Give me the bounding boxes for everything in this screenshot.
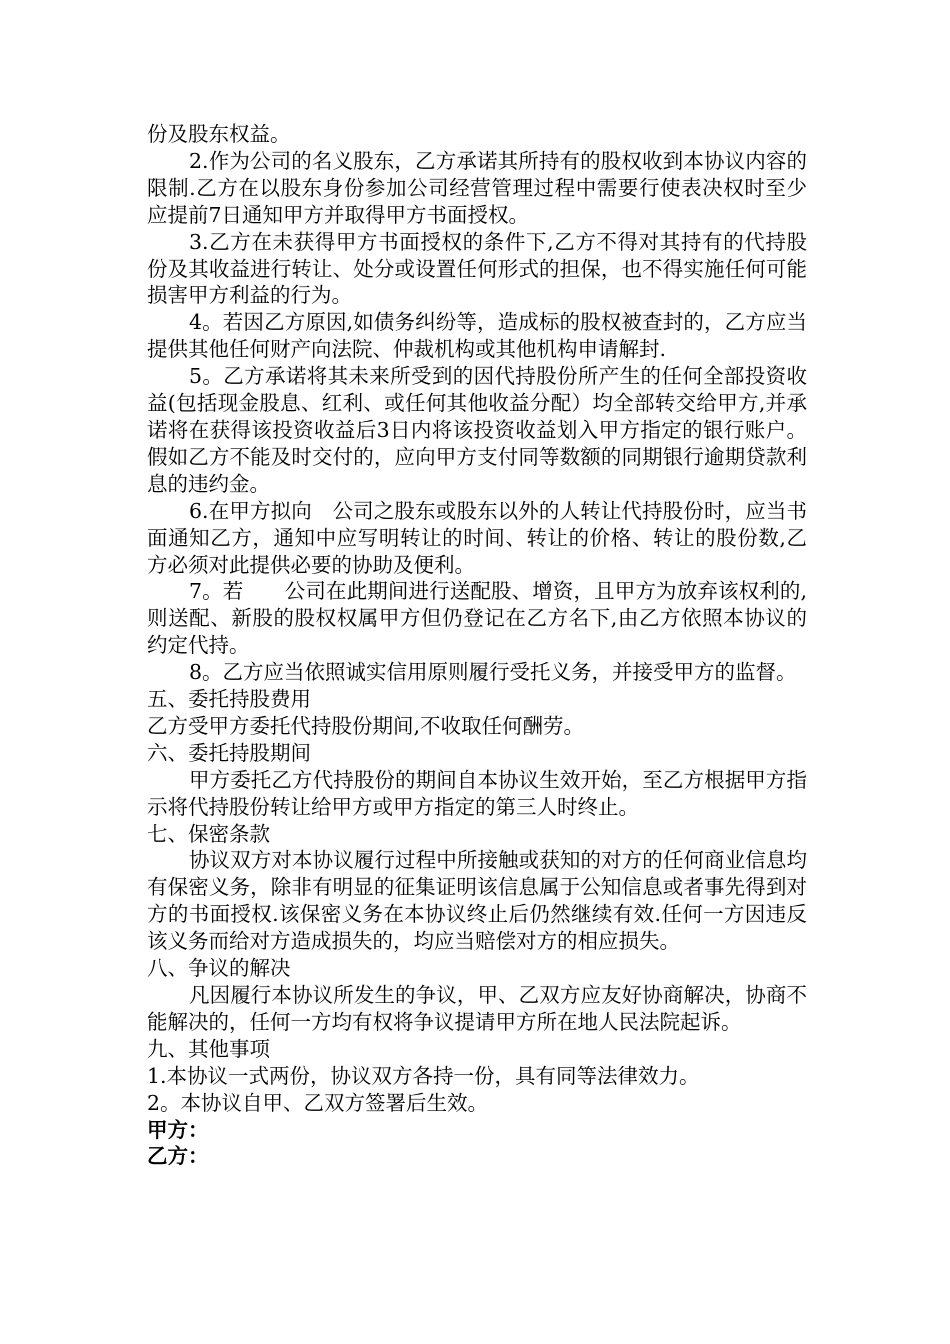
section-body-confidentiality: 协议双方对本协议履行过程中所接触或获知的对方的任何商业信息均有保密义务，除非有明显的征集证明该信息属于公知信息或者事先得到对方的书面授权.该保密义务在本协议终止后仍然继续有效.任何一方因违反该义务而给对方造成损失的，均应当赔偿对方的相应损失。: [147, 848, 807, 954]
other-item-1: 1.本协议一式两份，协议双方各持一份，具有同等法律效力。: [147, 1063, 700, 1088]
signature-party-b: 乙方：: [147, 1144, 209, 1169]
section-heading-fees: 五、委托持股费用: [147, 687, 311, 712]
section-body-disputes: 凡因履行本协议所发生的争议，甲、乙双方应友好协商解决，协商不能解决的，任何一方均有权将争议提请甲方所在地人民法院起诉。: [147, 983, 807, 1034]
other-item-2: 2。本协议自甲、乙双方签署后生效。: [147, 1090, 489, 1115]
section-body-period: 甲方委托乙方代持股份的期间自本协议生效开始，至乙方根据甲方指示将代持股份转让给甲方或甲方指定的第三人时终止。: [147, 767, 807, 819]
clause-4: 4。若因乙方原因,如债务纠纷等，造成标的股权被查封的，乙方应当提供其他任何财产向法院、仲裁机构或其他机构申请解封.: [147, 310, 807, 362]
clause-3: 3.乙方在未获得甲方书面授权的条件下,乙方不得对其持有的代持股份及其收益进行转让、处分或设置任何形式的担保，也不得实施任何可能损害甲方利益的行为。: [147, 229, 807, 308]
document-body: [147, 121, 807, 1170]
section-heading-other: 九、其他事项: [147, 1036, 270, 1061]
section-body-fees: 乙方受甲方委托代持股份期间,不收取任何酬劳。: [147, 713, 585, 738]
clause-7: 7。若 公司在此期间进行送配股、增资，且甲方为放弃该权利的,则送配、新股的股权权属甲方但仍登记在乙方名下,由乙方依照本协议的约定代持。: [147, 579, 807, 658]
clause-8: 8。乙方应当依照诚实信用原则履行受托义务，并接受甲方的监督。: [189, 660, 797, 685]
section-heading-confidentiality: 七、保密条款: [147, 821, 270, 846]
clause-5: 5。乙方承诺将其未来所受到的因代持股份所产生的任何全部投资收益(包括现金股息、红利、或任何其他收益分配）均全部转交给甲方,并承诺将在获得该投资收益后3日内将该投资收益划入甲方指定的银行账户。假如乙方不能及时交付的，应向甲方支付同等数额的同期银行逾期贷款利息的违约金。: [147, 364, 807, 496]
paragraph-continuation: 份及股东权益。: [147, 122, 291, 146]
clause-6: 6.在甲方拟向 公司之股东或股东以外的人转让代持股份时，应当书面通知乙方，通知中应写明转让的时间、转让的价格、转让的股份数,乙方必须对此提供必要的协助及便利。: [147, 498, 807, 577]
signature-party-a: 甲方：: [147, 1117, 209, 1142]
clause-2: 2.作为公司的名义股东，乙方承诺其所持有的股权收到本协议内容的限制.乙方在以股东身份参加公司经营管理过程中需要行使表决权时至少应提前7日通知甲方并取得甲方书面授权。: [147, 148, 807, 227]
section-heading-disputes: 八、争议的解决: [147, 956, 291, 981]
section-heading-period: 六、委托持股期间: [147, 740, 311, 765]
